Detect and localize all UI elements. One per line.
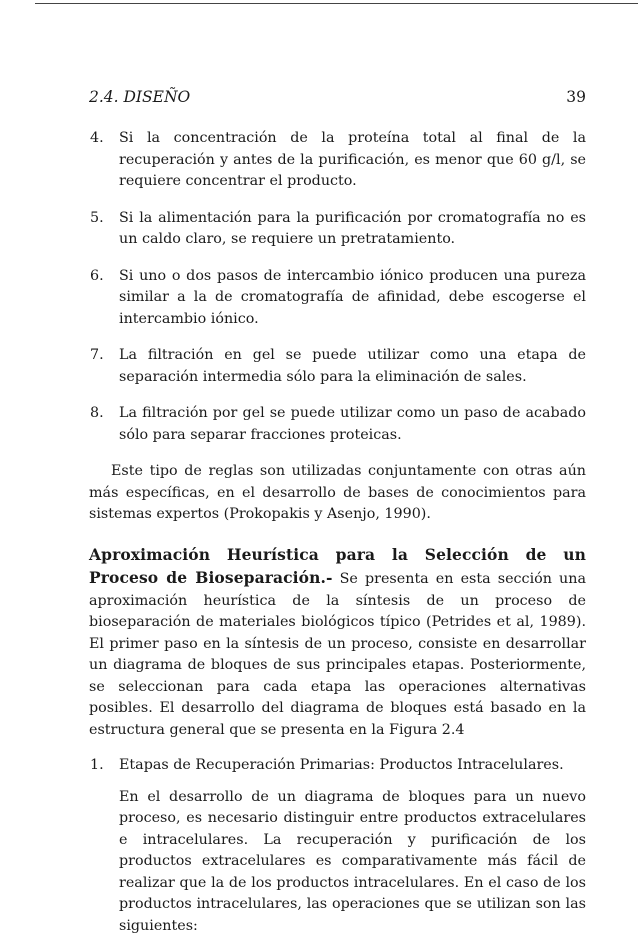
- rule-number: 6.: [90, 266, 104, 288]
- rule-text: La filtración por gel se puede utilizar como un paso de acabado sólo para separar fracciones proteicas.: [119, 405, 586, 443]
- stage-number: 1.: [90, 755, 104, 777]
- body-paragraph: Este tipo de reglas son utilizadas conjuntamente con otras aún más específicas, en el desarrollo de bases de conocimientos para sistemas expertos (Prokopakis y Asenjo, 1990).: [89, 461, 586, 526]
- rule-item: [89, 128, 586, 193]
- page-body: [89, 128, 586, 937]
- top-rule: [35, 3, 638, 4]
- rule-item: [89, 345, 586, 388]
- running-header: [89, 88, 586, 110]
- rule-number: 4.: [90, 128, 104, 150]
- stage-body: En el desarrollo de un diagrama de bloques para un nuevo proceso, es necesario distinguir entre productos extracelulares e intracelulares. La recuperación y purificación de los productos extracelulares es comparativamente más fácil de realizar que la de los productos intracelulares. En el caso de los productos intracelulares, las operaciones que se utilizan son las siguientes:: [119, 787, 586, 937]
- rule-item: [89, 266, 586, 331]
- rule-item: [89, 208, 586, 251]
- rule-text: Si uno o dos pasos de intercambio iónico producen una pureza similar a la de cromatografía de afinidad, debe escogerse el intercambio iónico.: [119, 268, 586, 327]
- rule-number: 5.: [90, 208, 104, 230]
- heuristic-rules-list: [89, 128, 586, 446]
- section-title: 2.4. DISEÑO: [89, 88, 190, 106]
- rule-number: 8.: [90, 403, 104, 425]
- page-number: 39: [566, 88, 586, 106]
- section-paragraph: [89, 544, 586, 742]
- rule-text: Si la alimentación para la purificación por cromatografía no es un caldo claro, se requiere un pretratamiento.: [119, 210, 586, 248]
- stage-title: Etapas de Recuperación Primarias: Productos Intracelulares.: [119, 755, 586, 777]
- stages-list: [89, 755, 586, 937]
- rule-text: Si la concentración de la proteína total al final de la recuperación y antes de la purificación, es menor que 60 g/l, se requiere concentrar el producto.: [119, 130, 586, 189]
- section-heading: Aproximación Heurística para la Selección de un Proceso de Bioseparación.-: [89, 545, 586, 588]
- rule-text: La filtración en gel se puede utilizar como una etapa de separación intermedia sólo para la eliminación de sales.: [119, 347, 586, 385]
- stage-item: [89, 755, 586, 937]
- section-body: Se presenta en esta sección una aproximación heurística de la síntesis de un proceso de bioseparación de materiales biológicos típico (Petrides et al, 1989). El primer paso en la síntesis de un proceso, consiste en desarrollar un diagrama de bloques de sus principales etapas. Posteriormente, se seleccionan para cada etapa las operaciones alternativas posibles. El desarrollo del diagrama de bloques está basado en la estructura general que se presenta en la Figura 2.4: [89, 571, 586, 738]
- rule-item: [89, 403, 586, 446]
- rule-number: 7.: [90, 345, 104, 367]
